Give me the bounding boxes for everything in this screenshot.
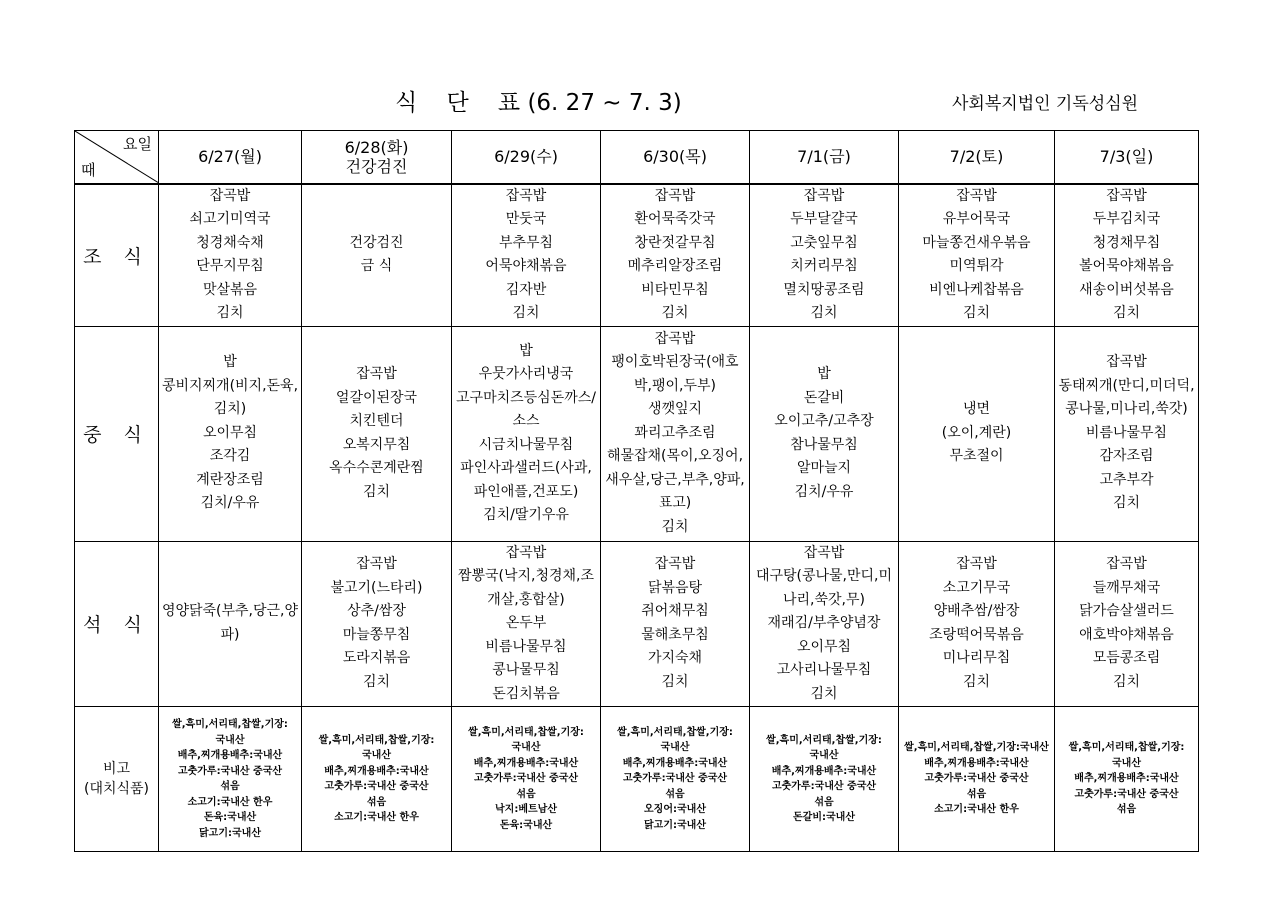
cell-line: 국내산 [660, 742, 690, 754]
cell-line: 비름나물무침 [485, 638, 567, 655]
cell-line: 김치/딸기우유 [483, 507, 569, 523]
cell-line: 해물잡채(목이,오징어,새우살,당근,부추,양파,표고) [605, 448, 745, 512]
cell-line: 김치 [1112, 673, 1141, 690]
cell-line: 볼어묵야채볶음 [1079, 258, 1174, 274]
cell-line: 잡곡밥 [654, 556, 696, 573]
cell-line: 돈김치볶음 [492, 685, 560, 702]
cell-line: 미역튀각 [949, 258, 1004, 274]
cell-line: 어묵야채볶음 [485, 258, 567, 274]
cell-line: 잡곡밥 [803, 544, 845, 561]
cell-line: 오복지무침 [342, 436, 411, 453]
cell-line: 팽이호박된장국(애호박,팽이,두부) [611, 354, 739, 394]
cell-line: 잡곡밥 [956, 556, 997, 573]
cell-line: 생깻잎지 [647, 401, 703, 418]
cell-line: 청경채숙채 [196, 234, 264, 251]
cell-line: 잡곡밥 [803, 187, 845, 204]
cell-line: 국내산 [511, 742, 541, 754]
cell-line: 잡곡밥 [505, 544, 547, 561]
cell-line: 6/30(목) [643, 147, 707, 167]
cell-line: 국내산 [809, 750, 839, 761]
cell-line: 고춧가루:국내산 중국산 [771, 781, 877, 792]
lunch-cell [601, 326, 750, 541]
corner-label-day: 요일 [123, 135, 152, 153]
lunch-cell [750, 326, 899, 541]
cell-line: 대구탕(콩나물,만디,미나리,쑥갓,무) [755, 568, 893, 608]
cell-line: 참나물무침 [790, 436, 858, 453]
cell-line: 김치 [661, 518, 689, 535]
cell-line: 닭고기:국내산 [644, 819, 706, 831]
day-header [750, 131, 899, 184]
cell-line: 계란장조림 [196, 471, 264, 488]
cell-line: 냉면 [962, 401, 991, 418]
cell-line: 금 식 [360, 258, 393, 274]
cell-line: 밥 [223, 354, 237, 371]
cell-line: 배추,찌개용배추:국내산 [324, 765, 429, 777]
remarks-cell [302, 707, 452, 852]
breakfast-cell [750, 184, 899, 327]
lunch-row [75, 326, 1199, 541]
cell-line: 잡곡밥 [654, 330, 696, 347]
remarks-cell [159, 707, 302, 852]
remarks-cell [750, 707, 899, 852]
lunch-cell [1055, 326, 1199, 541]
cell-line: 잡곡밥 [654, 187, 696, 204]
cell-line: 배추,찌개용배추:국내산 [924, 757, 1029, 769]
day-header [159, 131, 302, 184]
cell-line: 김치 [661, 673, 689, 690]
page-title: 식 단 표 (6. 27 ~ 7. 3) [395, 90, 682, 116]
cell-line: 고추부각 [1099, 471, 1154, 488]
meal-schedule-table [74, 130, 1199, 852]
cell-line: 7/2(토) [949, 147, 1004, 167]
dinner-cell [899, 541, 1055, 707]
breakfast-cell [601, 184, 750, 327]
cell-line: 쇠고기미역국 [189, 211, 271, 227]
cell-line: 감자조림 [1099, 448, 1154, 465]
cell-line: 쥐어채무침 [641, 603, 709, 620]
cell-line: 잡곡밥 [209, 187, 251, 204]
cell-line: 6/27(월) [198, 147, 262, 167]
breakfast-label [75, 184, 159, 327]
cell-line: 김치 [512, 305, 540, 321]
cell-line: 조랑떡어묵볶음 [929, 626, 1024, 643]
cell-line: 소고기:국내산 한우 [187, 796, 273, 808]
cell-line: 김치 [362, 673, 391, 690]
cell-line: 비고 [102, 761, 131, 777]
cell-line: 배추,찌개용배추:국내산 [771, 765, 877, 777]
lunch-label [75, 326, 159, 541]
cell-line: 미나리무침 [942, 650, 1011, 667]
cell-line: 온두부 [505, 615, 547, 631]
cell-line: 닭볶음탕 [647, 579, 703, 596]
cell-line: 재래김/부추양념장 [767, 615, 881, 631]
day-header [601, 131, 750, 184]
cell-line: 6/29(수) [494, 147, 558, 167]
cell-line: 쌀,흑미,서리태,찹쌀,기장:국내산 [904, 742, 1049, 754]
cell-line: 오이고추/고추장 [774, 413, 874, 429]
cell-line: 석 식 [83, 614, 150, 637]
lunch-cell [302, 326, 452, 541]
cell-line: 건강검진 [345, 156, 408, 176]
cell-line: 고춧가루:국내산 중국산 [622, 773, 728, 785]
cell-line: 들깨무채국 [1092, 579, 1161, 596]
cell-line: 소고기:국내산 한우 [334, 812, 419, 823]
dinner-cell [750, 541, 899, 707]
cell-line: 김치 [962, 305, 991, 321]
breakfast-cell [159, 184, 302, 327]
dinner-cell [601, 541, 750, 707]
cell-line: 파인사과샐러드(사과,파인애플,건포도) [460, 460, 592, 500]
cell-line: 비름나물무침 [1085, 424, 1168, 441]
cell-line: 두부김치국 [1092, 211, 1161, 227]
lunch-cell [452, 326, 601, 541]
cell-line: 고춧가루:국내산 중국산 [324, 781, 429, 792]
breakfast-cell [302, 184, 452, 327]
cell-line: (오이,계란) [941, 424, 1012, 441]
cell-line: 건강검진 [349, 234, 404, 251]
cell-line: 얼갈이된장국 [335, 389, 418, 406]
remarks-label [75, 707, 159, 852]
breakfast-cell [899, 184, 1055, 327]
cell-line: 닭고기:국내산 [199, 827, 261, 839]
cell-line: 섞음 [516, 788, 536, 800]
lunch-cell [159, 326, 302, 541]
cell-line: 섞음 [665, 788, 685, 800]
cell-line: 고춧가루:국내산 중국산 [1074, 788, 1179, 800]
cell-line: 밥 [817, 366, 831, 382]
cell-line: 콩비지찌개(비지,돈육,김치) [161, 377, 299, 418]
cell-line: 잡곡밥 [1106, 354, 1147, 371]
cell-line: 두부달걀국 [790, 211, 858, 227]
cell-line: (대치식품) [83, 781, 150, 797]
cell-line: 쌀,흑미,서리태,찹쌀,기장: [468, 726, 584, 738]
dinner-cell [1055, 541, 1199, 707]
dinner-cell [159, 541, 302, 707]
cell-line: 고구마치즈등심돈까스/소스 [456, 389, 596, 429]
cell-line: 메추리알장조림 [627, 258, 723, 274]
cell-line: 콩나물무침 [492, 662, 560, 678]
cell-line: 고춧가루:국내산 중국산 [473, 773, 579, 785]
cell-line: 섞음 [1116, 804, 1137, 816]
cell-line: 환어묵죽갓국 [634, 211, 716, 227]
cell-line: 잡곡밥 [1106, 187, 1147, 204]
cell-line: 섞음 [966, 788, 987, 800]
breakfast-cell [1055, 184, 1199, 327]
cell-line: 7/3(일) [1099, 147, 1154, 167]
cell-line: 상추/쌈장 [347, 603, 406, 620]
cell-line: 쌀,흑미,서리태,찹쌀,기장: [766, 734, 882, 746]
day-header [1055, 131, 1199, 184]
remarks-row [75, 707, 1199, 852]
cell-line: 국내산 [1112, 757, 1141, 769]
cell-line: 양배추쌈/쌈장 [933, 603, 1020, 620]
cell-line: 돈육:국내산 [499, 819, 553, 831]
day-header [899, 131, 1055, 184]
cell-line: 비엔나케찹볶음 [929, 281, 1024, 298]
organization-name: 사회복지법인 기독성심원 [952, 94, 1139, 114]
cell-line: 섞음 [814, 796, 834, 808]
cell-line: 치커리무침 [790, 258, 858, 274]
cell-line: 국내산 [362, 750, 391, 761]
cell-line: 섞음 [366, 796, 387, 808]
cell-line: 가지숙채 [647, 650, 703, 667]
cell-line: 배추,찌개용배추:국내산 [177, 750, 283, 761]
cell-line: 돈갈비:국내산 [793, 812, 855, 823]
cell-line: 소고기:국내산 한우 [934, 804, 1019, 816]
cell-line: 돈육:국내산 [203, 812, 257, 823]
cell-line: 물해초무침 [641, 626, 709, 643]
cell-line: 김치 [216, 305, 244, 321]
cell-line: 치킨텐더 [349, 413, 404, 429]
cell-line: 돈갈비 [803, 389, 845, 406]
cell-line: 애호박야채볶음 [1079, 626, 1174, 643]
breakfast-cell [452, 184, 601, 327]
cell-line: 김자반 [505, 281, 547, 298]
cell-line: 김치 [362, 483, 391, 500]
day-header [302, 131, 452, 184]
cell-line: 잡곡밥 [956, 187, 997, 204]
cell-line: 유부어묵국 [942, 211, 1011, 227]
cell-line: 모듬콩조림 [1092, 650, 1161, 667]
remarks-cell [452, 707, 601, 852]
cell-line: 꽈리고추조림 [634, 424, 716, 441]
cell-line: 밥 [519, 342, 533, 359]
cell-line: 김치 [1112, 495, 1141, 512]
cell-line: 동태찌개(만디,미더덕,콩나물,미나리,쑥갓) [1058, 377, 1195, 418]
cell-line: 닭가슴살샐러드 [1079, 603, 1174, 620]
cell-line: 국내산 [215, 734, 245, 746]
cell-line: 새송이버섯볶음 [1079, 281, 1174, 298]
cell-line: 중 식 [83, 424, 150, 446]
cell-line: 고춧가루:국내산 중국산 [177, 765, 283, 777]
remarks-cell [1055, 707, 1199, 852]
cell-line: 조각김 [209, 448, 251, 465]
cell-line: 마늘쫑건새우볶음 [922, 234, 1031, 251]
corner-label-meal: 때 [81, 160, 96, 179]
cell-line: 고춧가루:국내산 중국산 [924, 773, 1029, 785]
cell-line: 만둣국 [505, 211, 547, 227]
cell-line: 고춧잎무침 [790, 234, 858, 251]
cell-line: 김치/우유 [794, 483, 854, 500]
remarks-cell [601, 707, 750, 852]
cell-line: 배추,찌개용배추:국내산 [622, 757, 728, 769]
cell-line: 7/1(금) [797, 147, 851, 167]
day-header [452, 131, 601, 184]
header-corner-cell [75, 131, 159, 184]
dinner-cell [452, 541, 601, 707]
cell-line: 김치 [810, 305, 838, 321]
cell-line: 낙지:베트남산 [495, 804, 557, 816]
cell-line: 소고기무국 [942, 579, 1011, 596]
cell-line: 단무지무침 [196, 258, 264, 274]
cell-line: 비타민무침 [641, 281, 709, 298]
cell-line: 부추무침 [498, 234, 554, 251]
cell-line: 배추,찌개용배추:국내산 [1074, 773, 1179, 785]
cell-line: 청경채무침 [1092, 234, 1161, 251]
cell-line: 쌀,흑미,서리태,찹쌀,기장: [318, 734, 435, 746]
cell-line: 멸치땅콩조림 [783, 281, 865, 298]
cell-line: 옥수수콘계란찜 [329, 460, 424, 476]
cell-line: 잡곡밥 [356, 366, 397, 382]
cell-line: 잡곡밥 [1106, 556, 1147, 573]
cell-line: 오이무침 [202, 424, 258, 441]
cell-line: 무초절이 [949, 448, 1004, 465]
cell-line: 김치 [810, 685, 838, 702]
cell-line: 고사리나물무침 [776, 662, 872, 678]
cell-line: 짬뽕국(낙지,청경채,조개살,홍합살) [457, 568, 595, 608]
cell-line: 우뭇가사리냉국 [478, 366, 574, 382]
dinner-cell [302, 541, 452, 707]
cell-line: 맛살볶음 [202, 281, 258, 298]
cell-line: 김치/우유 [200, 495, 260, 512]
cell-line: 불고기(느타리) [330, 579, 423, 596]
cell-line: 조 식 [83, 245, 150, 268]
cell-line: 잡곡밥 [356, 556, 397, 573]
cell-line: 쌀,흑미,서리태,찹쌀,기장: [617, 726, 733, 738]
dinner-label [75, 541, 159, 707]
cell-line: 영양닭죽(부추,당근,양파) [161, 603, 299, 643]
cell-line: 잡곡밥 [505, 187, 547, 204]
cell-line: 김치 [1112, 305, 1141, 321]
remarks-cell [899, 707, 1055, 852]
cell-line: 쌀,흑미,서리태,찹쌀,기장: [172, 719, 288, 730]
cell-line: 알마늘지 [796, 460, 852, 476]
lunch-cell [899, 326, 1055, 541]
breakfast-row [75, 184, 1199, 327]
cell-line: 쌀,흑미,서리태,찹쌀,기장: [1068, 742, 1185, 754]
cell-line: 섞음 [220, 781, 240, 792]
cell-line: 마늘쫑무침 [342, 626, 411, 643]
cell-line: 시금치나물무침 [478, 436, 574, 453]
cell-line: 도라지볶음 [342, 650, 411, 667]
cell-line: 김치 [962, 673, 991, 690]
cell-line: 배추,찌개용배추:국내산 [473, 757, 579, 769]
dinner-row [75, 541, 1199, 707]
cell-line: 6/28(화) [344, 137, 409, 157]
cell-line: 김치 [661, 305, 689, 321]
cell-line: 오이무침 [796, 638, 852, 655]
cell-line: 오징어:국내산 [644, 804, 706, 816]
cell-line: 창란젓갈무침 [634, 234, 716, 251]
